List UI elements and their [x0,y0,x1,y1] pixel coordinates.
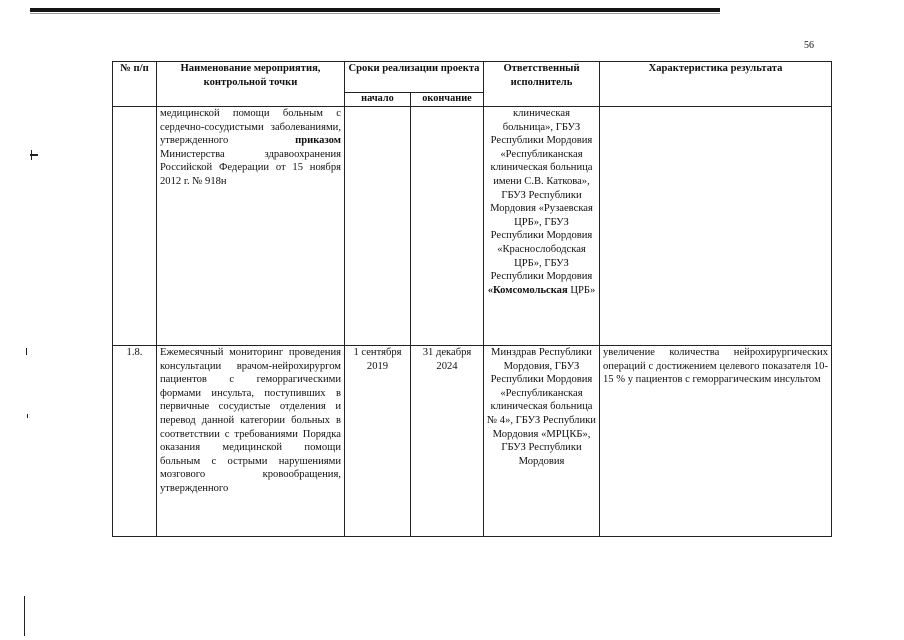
row-responsible [484,107,600,346]
header-timing: Сроки реализации проекта [345,62,484,93]
header-start: начало [345,93,411,107]
row-start [345,107,411,346]
row-num [113,107,157,346]
header-result: Характеристика результата [600,62,832,107]
page-number: 56 [804,40,814,51]
row-end: 31 декабря 2024 [411,346,484,537]
scan-top-edge [30,8,720,12]
row-result: увеличение количества нейрохирургических операций с достижением целевого показателя 10-15 % у пациентов с геморрагическим инсультом [600,346,832,537]
row-responsible-part: ЦРБ» [567,284,596,296]
row-end [411,107,484,346]
header-name: Наименование мероприятия, контрольной точки [157,62,345,107]
scan-top-edge-shadow [30,13,720,14]
row-name [157,107,345,346]
row-start: 1 сентября 2019 [345,346,411,537]
row-name-part: Министерства здравоохранения Российской Федерации от 15 ноября 2012 г. № 918н [160,148,341,187]
plan-table [112,61,832,537]
header-responsible: Ответственный исполнитель [484,62,600,107]
row-responsible-bold: «Комсомольская [487,284,568,296]
table-row [113,107,832,346]
row-name-part: медицинской помощи больным с сердечно-сосудистыми заболеваниями, утвержденного [160,108,341,147]
header-end: окончание [411,93,484,107]
scan-mark-left-tick [31,150,32,160]
row-name: Ежемесячный мониторинг проведения консультации врачом-нейрохирургом пациентов с геморрагическими формами инсульта, поступивших в первичные сосудистые отделения и перевод данной категории больных в соответствии с требованиями Порядка оказания медицинской помощи больным с острыми нарушениями мозгового кровообращения, утвержденного [157,346,345,537]
row-name-bold: приказом [295,135,341,147]
row-responsible: Минздрав Республики Мордовия, ГБУЗ Республики Мордовия «Республиканская клиническая больница № 4», ГБУЗ Республики Мордовия «МРЦКБ», ГБУЗ Республики Мордовия [484,346,600,537]
header-num: № п/п [113,62,157,107]
row-result [600,107,832,346]
scan-mark-dot-2 [27,414,28,418]
scan-mark-dot [26,348,27,355]
row-responsible-part: клиническая больница», ГБУЗ Республики Мордовия «Республиканская клиническая больница имени С.В. Каткова», ГБУЗ Республики Мордовия «Рузаевская ЦРБ», ГБУЗ Республики Мордовия «Краснослободская ЦРБ», ГБУЗ Республики Мордовия [490,108,593,283]
table-row [113,346,832,537]
scan-mark-bottom [24,596,25,636]
table-header-row [113,62,832,93]
row-num: 1.8. [113,346,157,537]
